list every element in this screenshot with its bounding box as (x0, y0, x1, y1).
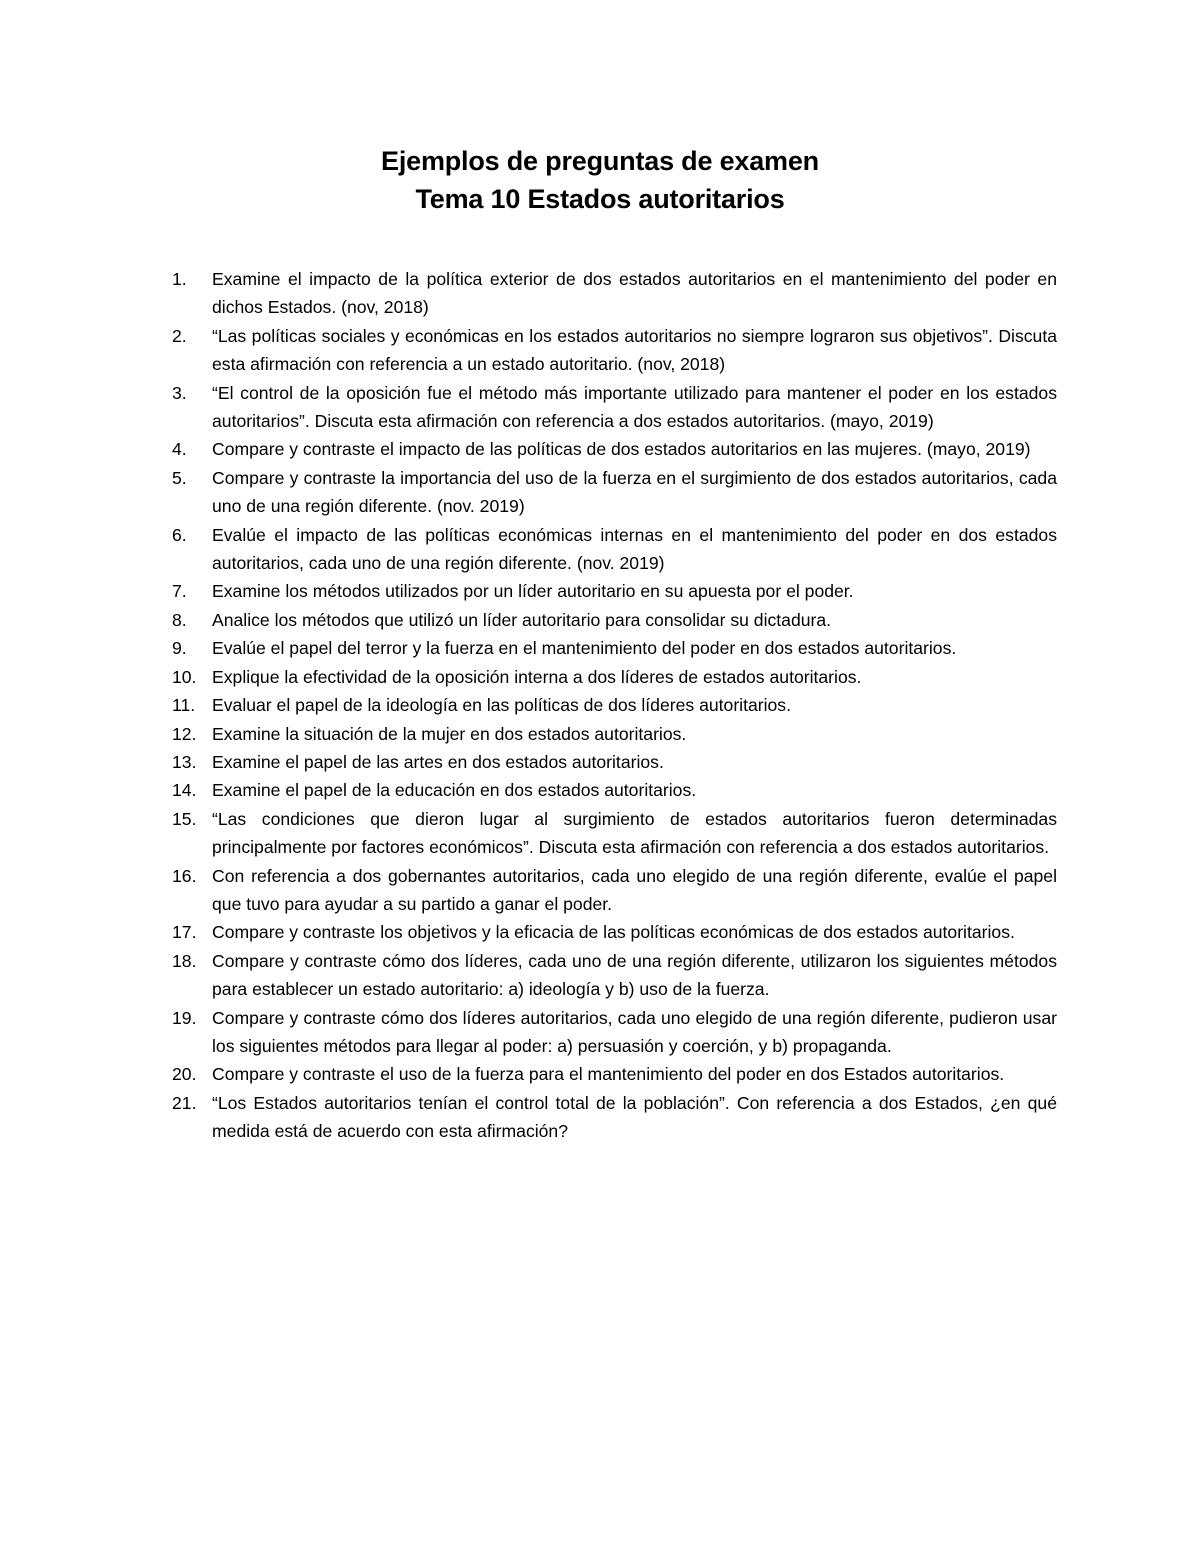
list-item (172, 947, 1057, 1004)
question-text: Compare y contraste cómo dos líderes autoritarios, cada uno elegido de una región diferente, pudieron usar los siguientes métodos para llegar al poder: a) persuasión y coerción, y b) propaganda. (212, 1007, 1057, 1056)
question-text: Examine el impacto de la política exterior de dos estados autoritarios en el mantenimiento del poder en dichos Estados. (nov, 2018) (212, 269, 1057, 318)
question-number: 18. (172, 950, 197, 971)
question-text: Explique la efectividad de la oposición interna a dos líderes de estados autoritarios. (212, 666, 862, 687)
list-item (172, 1004, 1057, 1061)
list-item (172, 663, 1057, 691)
question-number: 3. (172, 382, 187, 403)
question-text: Compare y contraste el impacto de las políticas de dos estados autoritarios en las mujeres. (mayo, 2019) (212, 439, 1031, 460)
question-number: 8. (172, 609, 187, 630)
question-number: 13. (172, 751, 197, 772)
list-item (172, 1060, 1057, 1088)
question-list (172, 265, 1057, 1146)
list-item (172, 918, 1057, 946)
question-text: Examine el papel de las artes en dos estados autoritarios. (212, 751, 664, 772)
question-text: “Las políticas sociales y económicas en los estados autoritarios no siempre lograron sus objetivos”. Discuta esta afirmación con referencia a un estado autoritario. (nov, 2018) (212, 325, 1057, 375)
question-number: 21. (172, 1092, 197, 1113)
question-text: Examine la situación de la mujer en dos estados autoritarios. (212, 723, 687, 744)
document-subtitle: Tema 10 Estados autoritarios (415, 184, 785, 214)
list-item (172, 265, 1057, 322)
question-text: Evaluar el papel de la ideología en las políticas de dos líderes autoritarios. (212, 695, 791, 716)
question-number: 20. (172, 1064, 197, 1085)
question-text: “El control de la oposición fue el método más importante utilizado para mantener el poder en los estados autoritarios”. Discuta esta afirmación con referencia a dos estados autoritarios. (mayo, 2019) (212, 382, 1057, 432)
question-text: Evalúe el papel del terror y la fuerza en el mantenimiento del poder en dos estados autoritarios. (212, 638, 957, 659)
question-text: Compare y contraste el uso de la fuerza para el mantenimiento del poder en dos Estados autoritarios. (212, 1064, 1005, 1085)
list-item (172, 577, 1057, 605)
document-title: Ejemplos de preguntas de examen (381, 146, 819, 176)
list-item (172, 1089, 1057, 1146)
question-number: 5. (172, 467, 187, 488)
question-number: 9. (172, 638, 187, 659)
list-item (172, 606, 1057, 634)
question-number: 17. (172, 922, 197, 943)
question-text: Examine los métodos utilizados por un líder autoritario en su apuesta por el poder. (212, 581, 854, 602)
question-number: 6. (172, 524, 187, 545)
list-item (172, 805, 1057, 862)
question-number: 2. (172, 325, 187, 346)
list-item (172, 748, 1057, 776)
question-text: Compare y contraste los objetivos y la eficacia de las políticas económicas de dos estados autoritarios. (212, 922, 1015, 943)
question-number: 4. (172, 439, 187, 460)
question-number: 7. (172, 581, 187, 602)
question-text: Evalúe el impacto de las políticas económicas internas en el mantenimiento del poder en dos estados autoritarios, cada uno de una región diferente. (nov. 2019) (212, 524, 1057, 574)
question-number: 14. (172, 780, 197, 801)
list-item (172, 691, 1057, 719)
question-text: Compare y contraste cómo dos líderes, cada uno de una región diferente, utilizaron los siguientes métodos para establecer un estado autoritario: a) ideología y b) uso de la fuerza. (212, 950, 1057, 1000)
question-number: 11. (172, 695, 196, 716)
list-item (172, 379, 1057, 436)
list-item (172, 521, 1057, 578)
list-item (172, 322, 1057, 379)
list-item (172, 464, 1057, 521)
question-number: 10. (172, 666, 197, 687)
question-number: 16. (172, 865, 197, 886)
question-text: Con referencia a dos gobernantes autoritarios, cada uno elegido de una región diferente, evalúe el papel que tuvo para ayudar a su partido a ganar el poder. (212, 865, 1057, 914)
list-item (172, 435, 1057, 463)
list-item (172, 776, 1057, 804)
list-item (172, 634, 1057, 662)
list-item (172, 862, 1057, 919)
question-number: 12. (172, 723, 197, 744)
question-number: 1. (172, 269, 187, 289)
title-block (0, 142, 1200, 218)
question-text: Compare y contraste la importancia del uso de la fuerza en el surgimiento de dos estados autoritarios, cada uno de una región diferente. (nov. 2019) (212, 467, 1057, 517)
question-text: Examine el papel de la educación en dos estados autoritarios. (212, 780, 697, 801)
question-text: “Las condiciones que dieron lugar al surgimiento de estados autoritarios fueron determinadas principalmente por factores económicos”. Discuta esta afirmación con referencia a dos estados autoritarios. (212, 808, 1057, 858)
question-text: “Los Estados autoritarios tenían el control total de la población”. Con referencia a dos Estados, ¿en qué medida está de acuerdo con esta afirmación? (212, 1092, 1057, 1142)
question-number: 15. (172, 808, 197, 829)
question-text: Analice los métodos que utilizó un líder autoritario para consolidar su dictadura. (212, 609, 832, 630)
question-number: 19. (172, 1007, 197, 1028)
list-item (172, 720, 1057, 748)
